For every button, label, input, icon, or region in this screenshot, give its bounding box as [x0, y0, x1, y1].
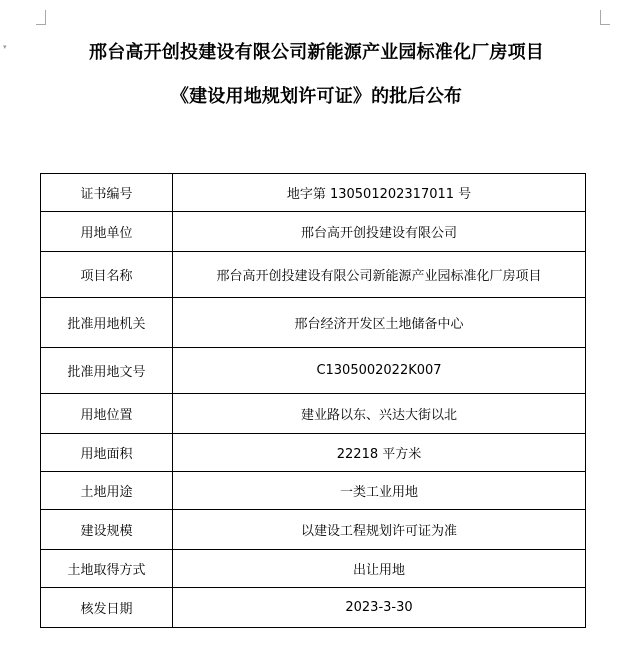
row-label-approval-document-number: 批准用地文号: [41, 348, 173, 394]
row-label-construction-scale: 建设规模: [41, 510, 173, 550]
table-row: [41, 174, 586, 212]
row-value-land-area: 22218 平方米: [173, 434, 586, 472]
row-value-land-acquisition-method: 出让用地: [173, 550, 586, 588]
page-corner-mark-top-left: [36, 10, 46, 25]
table-row: [41, 348, 586, 394]
document-title-line-1: 邢台高开创投建设有限公司新能源产业园标准化厂房项目: [89, 42, 544, 63]
row-label-land-use: 土地用途: [41, 472, 173, 510]
row-value-approval-document-number: C1305002022K007: [173, 348, 586, 394]
row-value-land-location: 建业路以东、兴达大街以北: [173, 394, 586, 434]
table-row: [41, 434, 586, 472]
row-value-certificate-number: 地字第 130501202317011 号: [173, 174, 586, 212]
row-label-land-location: 用地位置: [41, 394, 173, 434]
row-label-land-area: 用地面积: [41, 434, 173, 472]
row-value-land-user: 邢台高开创投建设有限公司: [173, 212, 586, 252]
table-row: [41, 394, 586, 434]
document-title-line-2: 《建设用地规划许可证》的批后公布: [170, 86, 463, 107]
page-corner-mark-top-right: [600, 10, 610, 25]
paragraph-marker-icon: ▾: [3, 43, 7, 51]
row-label-project-name: 项目名称: [41, 252, 173, 298]
table-row: [41, 252, 586, 298]
row-value-land-use: 一类工业用地: [173, 472, 586, 510]
row-label-land-acquisition-method: 土地取得方式: [41, 550, 173, 588]
row-value-project-name: 邢台高开创投建设有限公司新能源产业园标准化厂房项目: [173, 252, 586, 298]
table-row: [41, 472, 586, 510]
row-label-issue-date: 核发日期: [41, 588, 173, 628]
table-row: [41, 212, 586, 252]
row-label-approving-authority: 批准用地机关: [41, 298, 173, 348]
table-row: [41, 298, 586, 348]
table-row: [41, 588, 586, 628]
row-label-land-user: 用地单位: [41, 212, 173, 252]
table-row: [41, 510, 586, 550]
row-value-construction-scale: 以建设工程规划许可证为准: [173, 510, 586, 550]
row-label-certificate-number: 证书编号: [41, 174, 173, 212]
table-row: [41, 550, 586, 588]
row-value-approving-authority: 邢台经济开发区土地储备中心: [173, 298, 586, 348]
row-value-issue-date: 2023-3-30: [173, 588, 586, 628]
permit-info-table: [40, 173, 586, 628]
